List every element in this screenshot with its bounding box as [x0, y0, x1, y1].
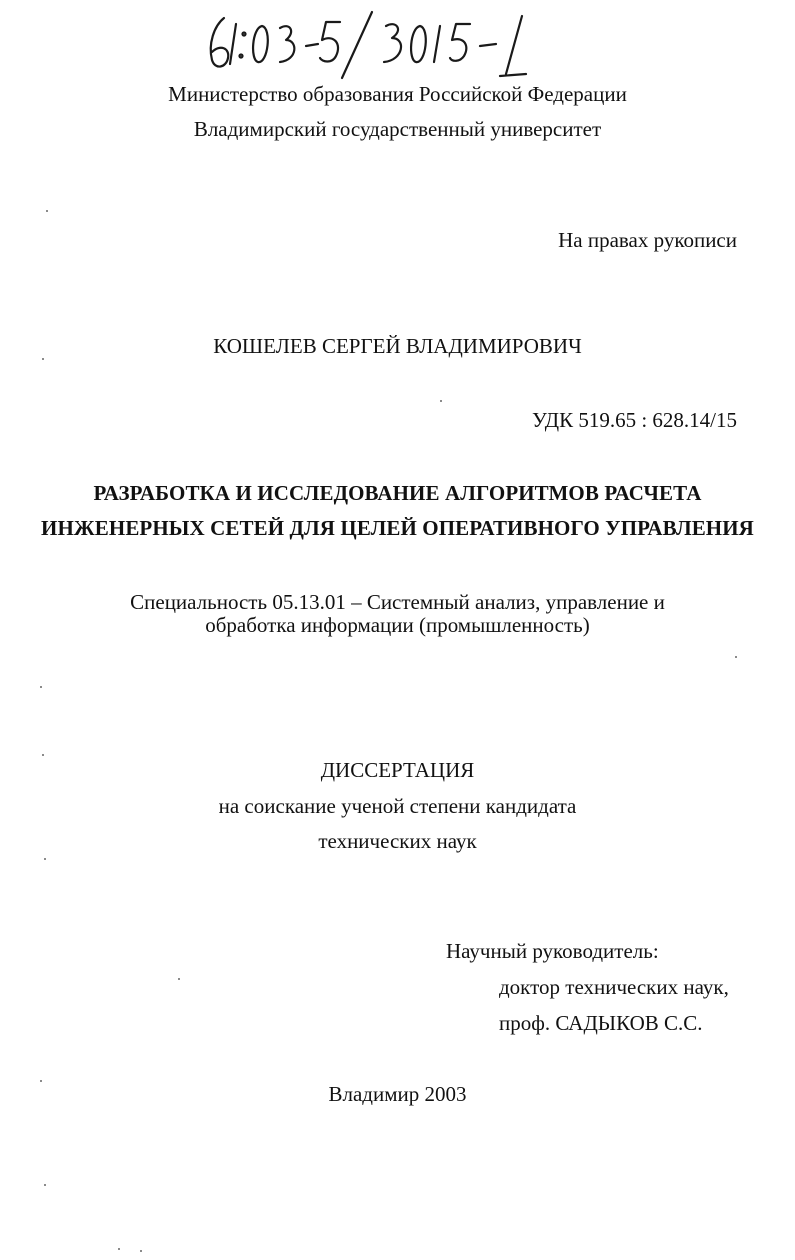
scan-speck [40, 686, 42, 688]
udk-code: УДК 519.65 : 628.14/15 [532, 408, 737, 432]
dissertation-degree-line-2: технических наук [318, 829, 477, 853]
supervisor-label: Научный руководитель: [446, 939, 659, 963]
scan-speck [735, 656, 737, 658]
dissertation-degree-line-1: на соискание ученой степени кандидата [218, 794, 577, 818]
dissertation-heading: ДИССЕРТАЦИЯ [320, 758, 475, 782]
scan-speck [42, 358, 44, 360]
university-name: Владимирский государственный университет [193, 117, 602, 141]
specialty-line-1: Специальность 05.13.01 – Системный анализ, управление и [130, 590, 665, 614]
scan-speck [140, 1250, 142, 1252]
scan-speck [46, 210, 48, 212]
scan-speck [178, 978, 180, 980]
scan-speck [40, 1080, 42, 1082]
supervisor-name: проф. САДЫКОВ С.С. [499, 1011, 703, 1035]
thesis-title-line-2: ИНЖЕНЕРНЫХ СЕТЕЙ ДЛЯ ЦЕЛЕЙ ОПЕРАТИВНОГО УПРАВЛЕНИЯ [41, 516, 754, 540]
supervisor-degree: доктор технических наук, [499, 975, 729, 999]
place-and-year: Владимир 2003 [328, 1082, 467, 1106]
scan-speck [118, 1248, 120, 1250]
ministry-name: Министерство образования Российской Федерации [168, 82, 627, 106]
handwritten-archive-code [200, 4, 550, 84]
thesis-title-line-1: РАЗРАБОТКА И ИССЛЕДОВАНИЕ АЛГОРИТМОВ РАСЧЕТА [93, 481, 702, 505]
rights-note: На правах рукописи [558, 228, 737, 252]
author-name: КОШЕЛЕВ СЕРГЕЙ ВЛАДИМИРОВИЧ [213, 334, 582, 358]
scan-speck [44, 1184, 46, 1186]
specialty-line-2: обработка информации (промышленность) [205, 613, 590, 637]
scan-speck [42, 754, 44, 756]
scan-speck [44, 858, 46, 860]
scan-speck [440, 400, 442, 402]
